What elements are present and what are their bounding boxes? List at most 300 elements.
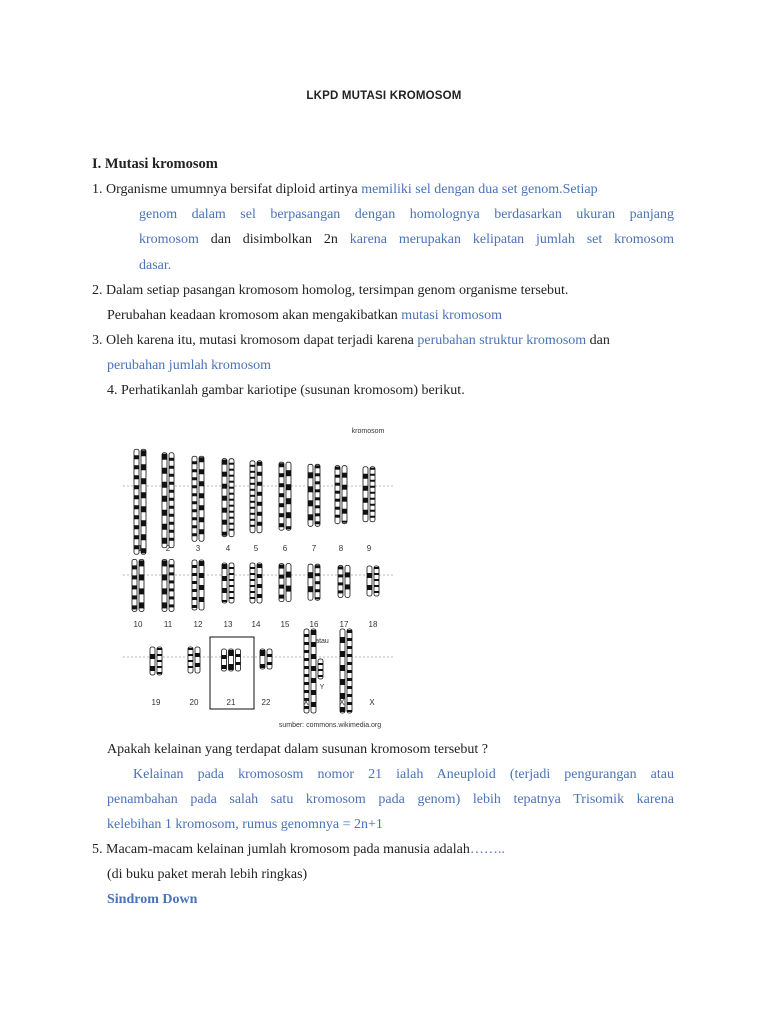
chromosome-band <box>188 654 193 656</box>
chromosome-band <box>342 521 347 523</box>
figure-label: 10 <box>133 620 143 629</box>
chromosome-band <box>162 524 167 530</box>
item1-answer-b: kromosom <box>139 232 199 247</box>
chromosome-band <box>370 486 375 488</box>
chromosome-band <box>199 561 204 566</box>
chromosome-band <box>250 465 255 467</box>
chromosome-band <box>222 588 227 593</box>
chromosome-band <box>141 464 146 470</box>
chromosome-band <box>222 576 227 581</box>
chromosome-band <box>162 496 167 502</box>
chromosome-band <box>229 597 234 599</box>
chromosome-band <box>338 590 343 593</box>
chromosome-band <box>192 517 197 520</box>
chromosome-band <box>157 654 162 656</box>
chromosome-band <box>229 573 234 575</box>
chromosome <box>199 456 204 541</box>
chromosome-band <box>162 538 167 544</box>
chromosome-band <box>134 465 139 469</box>
chromosome-band <box>304 642 309 645</box>
chromosome-band <box>335 491 340 494</box>
figure-label: 15 <box>280 620 290 629</box>
chromosome-band <box>169 588 174 591</box>
figure-label: 22 <box>261 698 271 707</box>
chromosome-band <box>169 482 174 485</box>
chromosome-band <box>192 533 197 536</box>
chromosome-band <box>267 662 272 665</box>
chromosome-band <box>199 481 204 486</box>
chromosome-band <box>134 485 139 489</box>
item5-line2: (di buku paket merah lebih ringkas) <box>107 867 308 882</box>
chromosome-band <box>318 663 323 665</box>
chromosome-band <box>236 654 241 657</box>
chromosome-band <box>286 470 291 476</box>
page-title: LKPD MUTASI KROMOSOM <box>306 90 462 102</box>
chromosome-band <box>347 702 352 705</box>
chromosome <box>345 565 350 597</box>
chromosome-band <box>257 502 262 506</box>
chromosome-band <box>279 595 284 599</box>
chromosome-band <box>370 504 375 506</box>
chromosome-band <box>162 454 167 460</box>
item2-text: Perubahan keadaan kromosom akan mengakibatkan <box>107 308 402 323</box>
chromosome-band <box>335 475 340 478</box>
chromosome-band <box>222 520 227 525</box>
chromosome-band <box>338 582 343 585</box>
chromosome-band <box>250 483 255 485</box>
chromosome-band <box>188 660 193 662</box>
chromosome-band <box>250 519 255 521</box>
chromosome <box>308 564 313 600</box>
chromosome-band <box>363 510 368 515</box>
chromosome-band <box>342 473 347 478</box>
chromosome-band <box>134 535 139 539</box>
figure-label: 6 <box>282 544 288 553</box>
chromosome-band <box>257 512 262 516</box>
chromosome-band <box>229 567 234 569</box>
item3-answer-a: perubahan struktur kromosom <box>417 333 587 348</box>
chromosome-band <box>374 591 379 593</box>
chromosome-band <box>199 573 204 578</box>
item1-line2: genom dalam sel berpasangan dengan homolognya berdasarkan ukuran panjang <box>139 207 674 222</box>
chromosome-band <box>229 579 234 581</box>
chromosome-band <box>286 586 291 592</box>
chromosome-band <box>286 498 291 504</box>
chromosome-band <box>286 512 291 518</box>
figure-label: 4 <box>225 544 231 553</box>
chromosome-band <box>340 637 345 643</box>
chromosome-band <box>132 595 137 599</box>
chromosome-band <box>347 654 352 657</box>
chromosome-band <box>367 585 372 590</box>
chromosome-band <box>229 487 234 489</box>
chromosome-band <box>315 589 320 592</box>
item1-answer-c: karena merupakan kelipatan jumlah set kromosom <box>349 232 675 247</box>
chromosome-band <box>304 650 309 653</box>
chromosome-band <box>250 501 255 503</box>
chromosome-band <box>315 521 320 524</box>
chromosome-band <box>279 493 284 497</box>
chromosome-band <box>195 653 200 657</box>
chromosome-band <box>250 513 255 515</box>
chromosome-band <box>192 493 197 496</box>
chromosome-band <box>260 664 265 668</box>
chromosome-band <box>315 505 320 508</box>
chromosome-band <box>229 517 234 519</box>
chromosome-band <box>374 567 379 569</box>
chromosome-band <box>192 605 197 608</box>
chromosome-band <box>222 472 227 477</box>
chromosome-band <box>157 660 162 662</box>
chromosome-band <box>134 505 139 509</box>
figure-label: 1 <box>137 544 143 553</box>
chromosome-band <box>192 509 197 512</box>
answer-line1: Kelainan pada kromososm nomor 21 ialah Aneuploid (terjadi pengurangan atau <box>133 767 674 782</box>
chromosome-band <box>169 538 174 541</box>
chromosome-band <box>257 594 262 598</box>
chromosome-band <box>370 510 375 512</box>
chromosome-band <box>311 666 316 671</box>
chromosome-band <box>370 498 375 500</box>
figure-label: 8 <box>338 544 344 553</box>
figure-label: 20 <box>189 698 199 707</box>
chromosome-band <box>335 515 340 518</box>
chromosome-band <box>157 672 162 674</box>
figure-label: X <box>303 698 309 707</box>
chromosome-band <box>169 530 174 533</box>
item3-line1 <box>92 332 610 350</box>
figure-label: Y <box>319 684 325 691</box>
chromosome-band <box>134 515 139 519</box>
chromosome-band <box>374 573 379 575</box>
chromosome-band <box>169 580 174 583</box>
chromosome <box>236 649 241 671</box>
chromosome-band <box>134 495 139 499</box>
chromosome-band <box>222 600 227 602</box>
figure-label: 3 <box>195 544 201 553</box>
chromosome-band <box>257 564 262 568</box>
chromosome-band <box>370 468 375 470</box>
chromosome-band <box>311 678 316 683</box>
chromosome-band <box>169 498 174 501</box>
chromosome-band <box>279 513 284 517</box>
chromosome-band <box>192 589 197 592</box>
chromosome-band <box>229 664 234 670</box>
chromosome-band <box>347 662 352 665</box>
chromosome-band <box>250 579 255 581</box>
chromosome-band <box>315 565 320 568</box>
item1-line4: dasar. <box>139 258 172 273</box>
chromosome-band <box>169 522 174 525</box>
chromosome-band <box>347 678 352 681</box>
figure-label: X <box>369 698 375 707</box>
chromosome-band <box>304 674 309 677</box>
chromosome-band <box>308 472 313 478</box>
chromosome-band <box>342 509 347 514</box>
chromosome-band <box>169 490 174 493</box>
chromosome-band <box>199 469 204 474</box>
chromosome-band <box>250 597 255 599</box>
chromosome-band <box>222 655 227 659</box>
chromosome-band <box>286 484 291 490</box>
chromosome-band <box>162 574 167 580</box>
chromosome-band <box>222 665 227 669</box>
chromosome-band <box>279 565 284 569</box>
chromosome-band <box>192 485 197 488</box>
chromosome-band <box>157 648 162 650</box>
chromosome-band <box>315 513 320 516</box>
chromosome-band <box>134 525 139 529</box>
chromosome-band <box>222 484 227 489</box>
chromosome-band <box>132 585 137 589</box>
chromosome-band <box>315 573 320 576</box>
chromosome-band <box>199 517 204 522</box>
chromosome-band <box>304 658 309 661</box>
chromosome-band <box>340 707 345 712</box>
chromosome-band <box>162 482 167 488</box>
figure-label: sumber: commons.wikimedia.org <box>278 722 382 729</box>
chromosome-band <box>370 480 375 482</box>
chromosome <box>267 649 272 669</box>
chromosome-band <box>192 597 197 600</box>
chromosome-band <box>315 465 320 468</box>
chromosome-band <box>192 573 197 576</box>
chromosome-band <box>311 630 316 635</box>
chromosome-band <box>141 520 146 526</box>
chromosome-band <box>236 662 241 665</box>
chromosome-band <box>363 498 368 503</box>
chromosome-band <box>139 602 144 608</box>
chromosome-band <box>250 495 255 497</box>
chromosome-band <box>192 565 197 568</box>
figure-label: 21 <box>226 698 236 707</box>
chromosome-band <box>169 604 174 607</box>
chromosome-band <box>370 516 375 518</box>
chromosome-band <box>169 514 174 517</box>
chromosome-band <box>260 650 265 656</box>
chromosome-band <box>229 499 234 501</box>
chromosome-band <box>169 596 174 599</box>
chromosome-band <box>250 507 255 509</box>
chromosome-band <box>318 669 323 671</box>
answer-line2: penambahan pada salah satu kromosom pada genom) lebih tepatnya Trisomik karena <box>107 792 674 807</box>
chromosome-band <box>250 525 255 527</box>
chromosome-band <box>257 522 262 526</box>
karyotype-figure <box>118 425 398 735</box>
chromosome-band <box>139 560 144 566</box>
chromosome-band <box>279 503 284 507</box>
chromosome-band <box>162 602 167 608</box>
chromosome-band <box>141 450 146 456</box>
chromosome-band <box>257 462 262 466</box>
chromosome-band <box>141 506 146 512</box>
chromosome-band <box>222 532 227 536</box>
chromosome-band <box>279 473 284 477</box>
chromosome-band <box>286 572 291 578</box>
chromosome-band <box>304 666 309 669</box>
chromosome-band <box>345 584 350 589</box>
chromosome-band <box>347 670 352 673</box>
figure-label: 14 <box>251 620 261 629</box>
chromosome-band <box>132 575 137 579</box>
item2-line1: 2. Dalam setiap pasangan kromosom homolog, tersimpan genom organisme tersebut. <box>92 283 569 298</box>
chromosome-band <box>370 492 375 494</box>
chromosome-band <box>304 634 309 637</box>
chromosome-band <box>222 496 227 501</box>
chromosome-band <box>222 564 227 569</box>
chromosome-band <box>338 574 343 577</box>
chromosome-band <box>141 492 146 498</box>
chromosome-band <box>347 646 352 649</box>
chromosome-band <box>188 666 193 668</box>
chromosome-band <box>162 560 167 566</box>
chromosome-band <box>257 482 262 486</box>
figure-label: 5 <box>253 544 259 553</box>
item1-line1 <box>92 181 598 199</box>
chromosome-band <box>229 585 234 587</box>
figure-label: kromosom <box>351 428 385 435</box>
chromosome-band <box>342 485 347 490</box>
answer-line3: kelebihan 1 kromosom, rumus genomnya = 2n+1 <box>107 817 383 832</box>
figure-label: 2 <box>165 544 171 553</box>
chromosome-band <box>162 510 167 516</box>
chromosome-band <box>315 489 320 492</box>
chromosome-band <box>192 477 197 480</box>
chromosome-band <box>279 585 284 589</box>
figure-label: 16 <box>309 620 319 629</box>
chromosome-band <box>340 665 345 671</box>
chromosome-band <box>304 690 309 693</box>
chromosome-band <box>229 650 234 656</box>
item5-line1 <box>92 841 505 859</box>
chromosome-band <box>162 588 167 594</box>
chromosome-band <box>229 463 234 465</box>
chromosome-band <box>308 500 313 506</box>
chromosome-band <box>347 710 352 712</box>
chromosome-band <box>132 565 137 569</box>
item3-answer-b: perubahan jumlah kromosom <box>107 358 272 373</box>
chromosome-band <box>250 567 255 569</box>
chromosome-band <box>342 497 347 502</box>
chromosome-band <box>279 575 284 579</box>
chromosome-band <box>374 585 379 587</box>
chromosome-band <box>150 666 155 671</box>
chromosome-band <box>335 499 340 502</box>
chromosome-band <box>162 468 167 474</box>
question: Apakah kelainan yang terdapat dalam susunan kromosom tersebut ? <box>107 742 488 757</box>
chromosome-band <box>308 572 313 578</box>
chromosome-band <box>363 486 368 491</box>
chromosome-band <box>315 497 320 500</box>
item1-line3 <box>139 231 674 249</box>
chromosome-band <box>250 573 255 575</box>
chromosome-band <box>340 679 345 685</box>
chromosome-band <box>367 573 372 578</box>
chromosome <box>367 566 372 596</box>
item1-text-b: dan disimbolkan 2n <box>198 232 350 247</box>
figure-label: 19 <box>151 698 161 707</box>
chromosome-band <box>169 474 174 477</box>
chromosome-band <box>257 584 262 588</box>
chromosome-band <box>257 574 262 578</box>
chromosome-band <box>304 682 309 685</box>
chromosome-band <box>257 492 262 496</box>
chromosome-band <box>286 526 291 529</box>
chromosome-band <box>192 461 197 464</box>
chromosome-band <box>139 574 144 580</box>
chromosome-band <box>222 508 227 513</box>
chromosome-band <box>347 686 352 689</box>
figure-label: X <box>339 698 345 707</box>
figure-label: 13 <box>223 620 233 629</box>
chromosome-band <box>308 486 313 492</box>
chromosome <box>286 564 291 602</box>
chromosome-band <box>195 663 200 667</box>
chromosome-band <box>308 586 313 592</box>
item5-text: 5. Macam-macam kelainan jumlah kromosom pada manusia adalah <box>92 842 470 857</box>
figure-label: 18 <box>368 620 378 629</box>
chromosome-band <box>315 581 320 584</box>
figure-label: 12 <box>193 620 203 629</box>
chromosome-band <box>139 588 144 594</box>
chromosome-band <box>229 529 234 531</box>
chromosome-band <box>315 597 320 599</box>
figure-label: 11 <box>163 620 173 629</box>
chromosome-band <box>318 675 323 677</box>
figure-label: 9 <box>366 544 372 553</box>
chromosome-band <box>141 534 146 540</box>
chromosome-band <box>169 572 174 575</box>
chromosome-band <box>229 505 234 507</box>
chromosome-band <box>308 514 313 520</box>
chromosome-band <box>279 523 284 527</box>
chromosome-band <box>229 591 234 593</box>
chromosome-band <box>370 474 375 476</box>
chromosome-band <box>229 481 234 483</box>
chromosome-band <box>250 471 255 473</box>
chromosome-band <box>335 507 340 510</box>
chromosome-band <box>222 460 227 465</box>
chromosome-band <box>335 467 340 470</box>
chromosome-band <box>347 638 352 641</box>
chromosome-band <box>315 481 320 484</box>
chromosome-band <box>229 475 234 477</box>
chromosome-band <box>192 581 197 584</box>
chromosome-band <box>347 630 352 633</box>
chromosome-band <box>132 605 137 609</box>
chromosome <box>192 456 197 541</box>
chromosome-band <box>374 579 379 581</box>
section-heading: I. Mutasi kromosom <box>92 156 218 172</box>
chromosome-band <box>199 505 204 510</box>
chromosome-band <box>363 474 368 479</box>
chromosome-band <box>229 493 234 495</box>
chromosome-band <box>192 501 197 504</box>
chromosome-band <box>229 469 234 471</box>
chromosome-band <box>169 466 174 469</box>
item2-answer: mutasi kromosom <box>401 308 503 323</box>
item1-answer: memiliki sel dengan dua set genom.Setiap <box>361 182 598 197</box>
chromosome-band <box>169 564 174 567</box>
chromosome-band <box>192 525 197 528</box>
chromosome-band <box>192 469 197 472</box>
chromosome-band <box>315 473 320 476</box>
chromosome-band <box>338 566 343 569</box>
chromosome-band <box>250 585 255 587</box>
chromosome-band <box>267 654 272 657</box>
chromosome-band <box>345 572 350 577</box>
figure-label: 7 <box>311 544 317 553</box>
